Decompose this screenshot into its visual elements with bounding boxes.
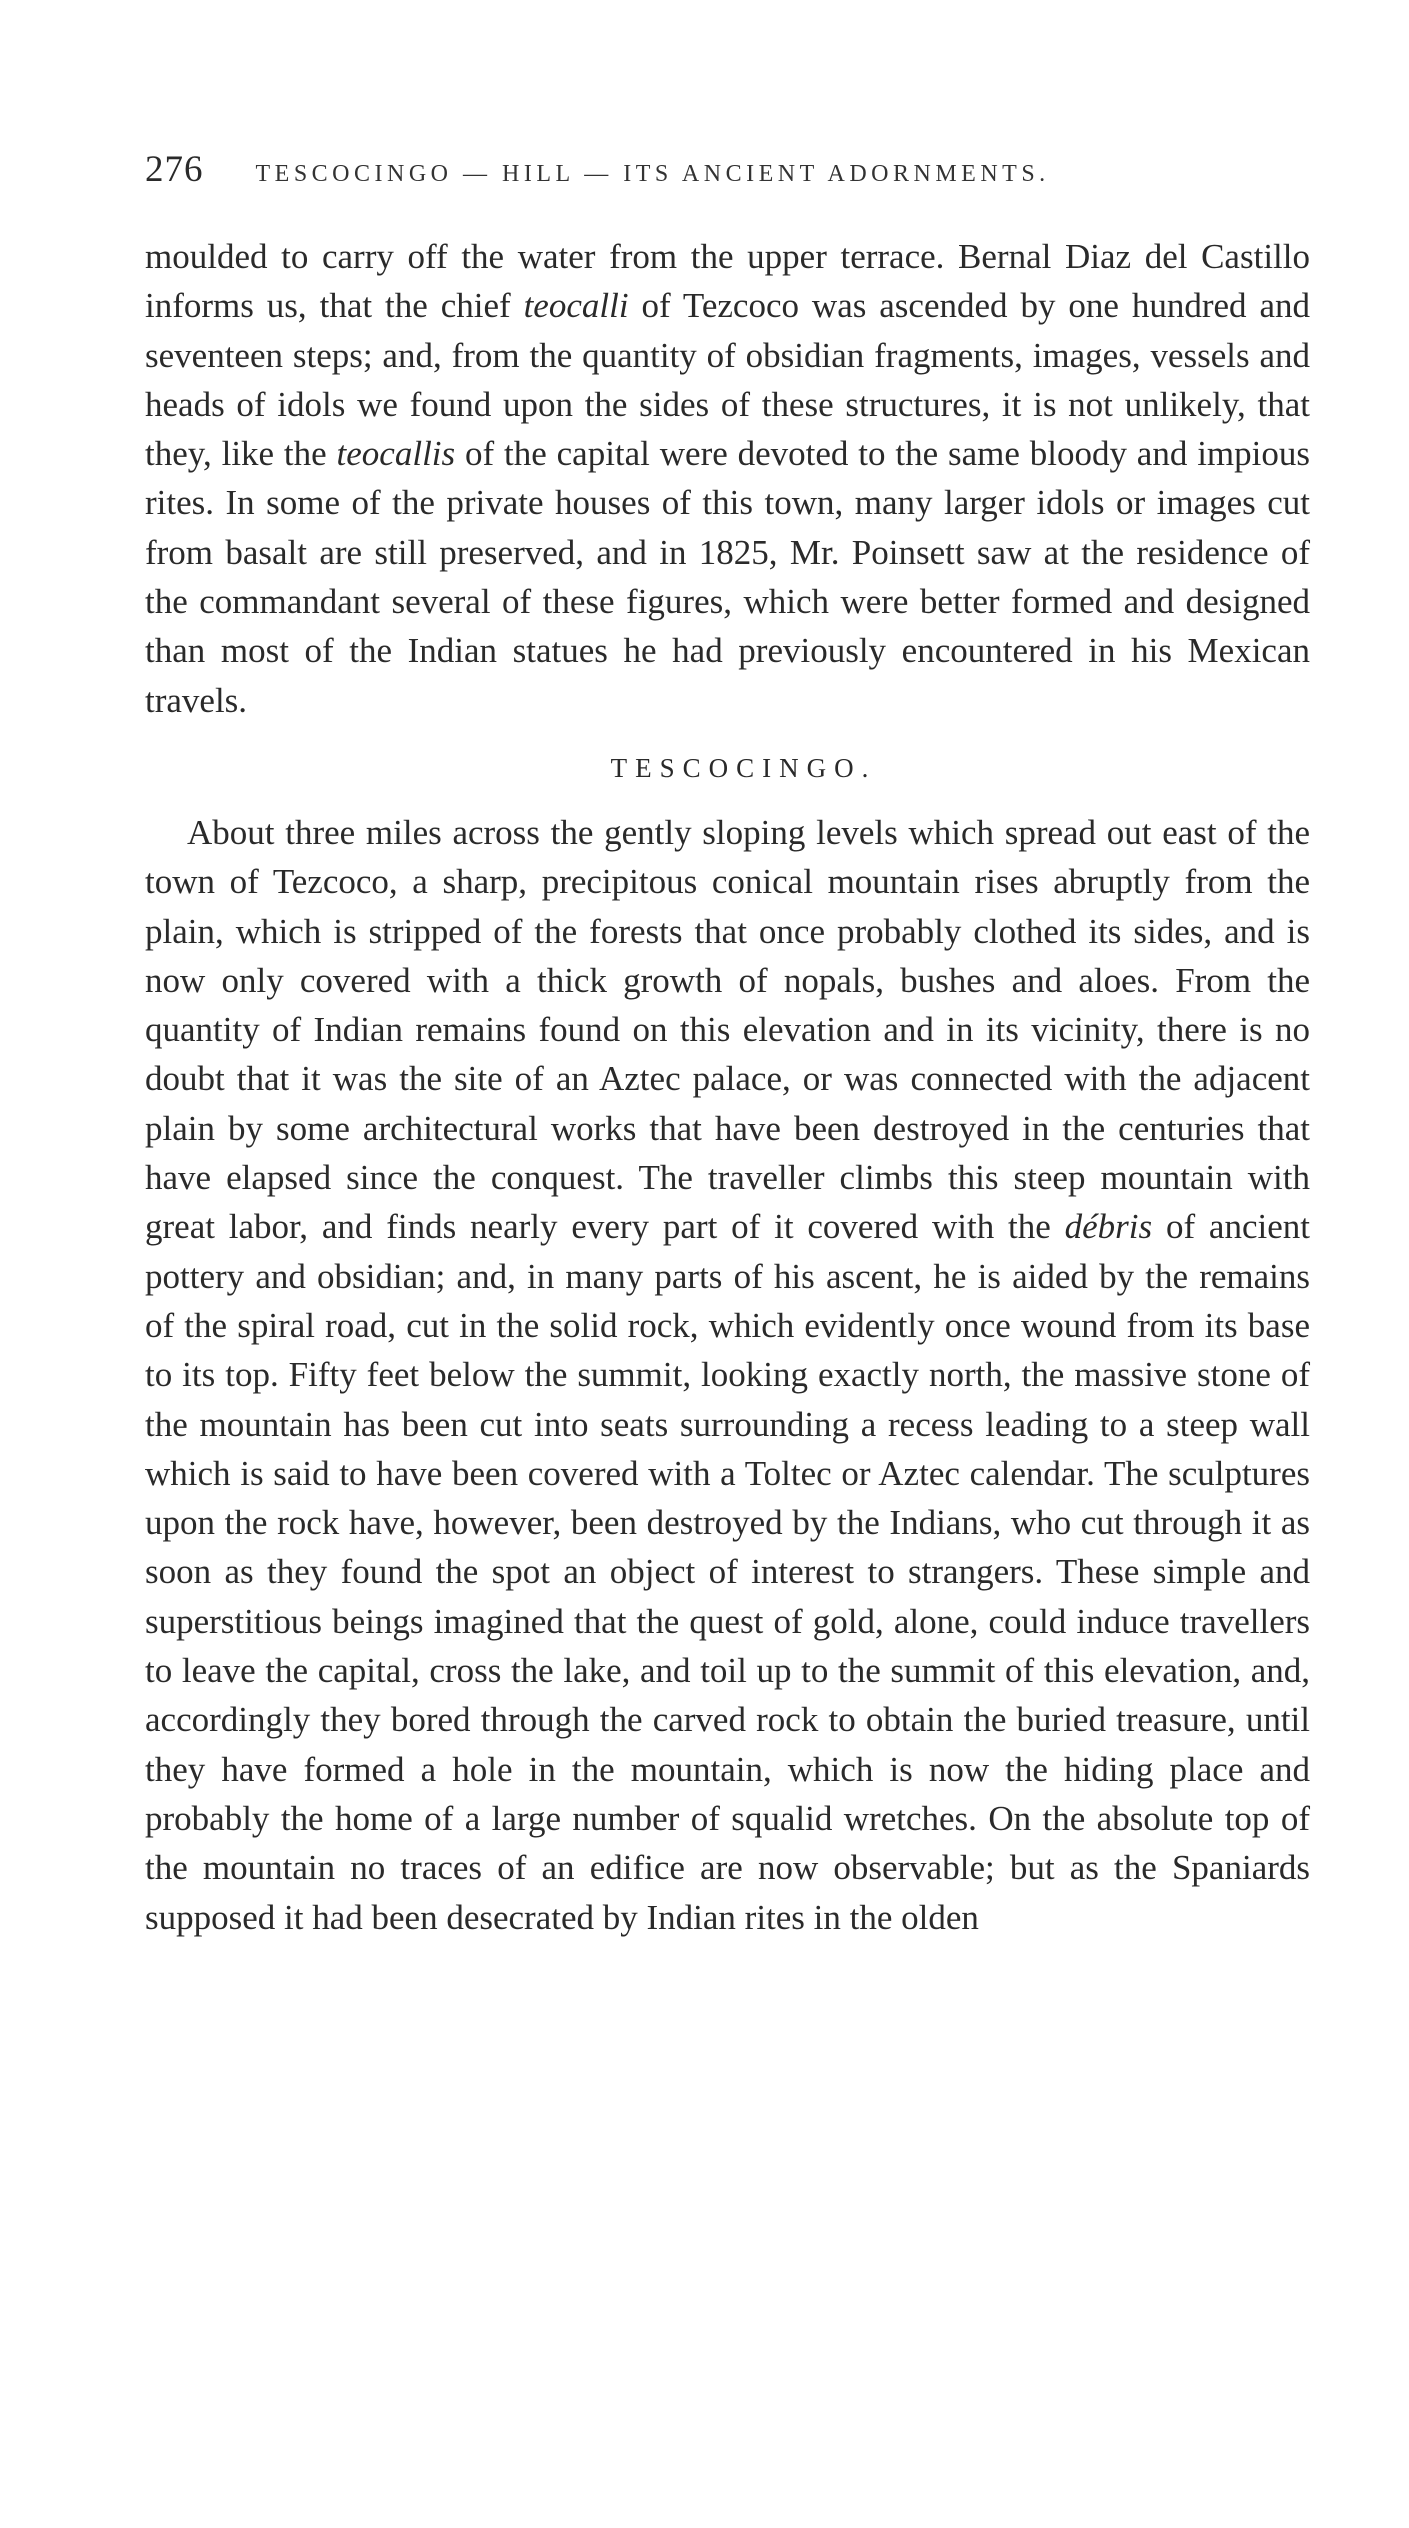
- page-number: 276: [145, 149, 204, 190]
- paragraph-1-text-c: of the capital were devoted to the same bloody and impious rites. In some of the private houses of this town, many larger idols or images cut from basalt are still preserved, and in 1825, Mr. Poinsett saw at the residence of the commandant several of these figures, which were better formed and designed than most of the Indian statues he had previously encountered in his Mexican travels.: [145, 434, 1310, 720]
- italic-term-teocallis: teocallis: [336, 434, 456, 474]
- running-head: [145, 148, 1310, 204]
- paragraph-2: [145, 808, 1310, 1942]
- italic-term-teocalli: teocalli: [523, 286, 629, 326]
- paragraph-2-text-a: About three miles across the gently sloping levels which spread out east of the town of Tezcoco, a sharp, precipitous conical mountain rises abruptly from the plain, which is stripped of the forests that once probably clothed its sides, and is now only covered with a thick growth of nopals, bushes and aloes. From the quantity of Indian remains found on this elevation and in its vicinity, there is no doubt that it was the site of an Aztec palace, or was connected with the adjacent plain by some architectural works that have been destroyed in the centuries that have elapsed since the conquest. The traveller climbs this steep mountain with great labor, and finds nearly every part of it covered with the: [145, 812, 1310, 1247]
- section-heading: TESCOCINGO.: [610, 752, 877, 783]
- paragraph-1: [145, 232, 1310, 725]
- italic-term-debris: débris: [1064, 1207, 1153, 1247]
- paragraph-1-text-b: of Tezcoco was ascended by one hundred and seventeen steps; and, from the quantity of obsidian fragments, images, vessels and heads of idols we found upon the sides of these structures, it is not unlikely, that they, like the: [145, 286, 1310, 474]
- running-title: TESCOCINGO — HILL — ITS ANCIENT ADORNMENTS.: [255, 161, 1050, 187]
- paragraph-1-text-a: moulded to carry off the water from the upper terrace. Bernal Diaz del Castillo informs us, that the chief: [145, 237, 1310, 326]
- book-page: [145, 148, 1310, 1942]
- paragraph-2-text-b: of ancient pottery and obsidian; and, in many parts of his ascent, he is aided by the remains of the spiral road, cut in the solid rock, which evidently once wound from its base to its top. Fifty feet below the summit, looking exactly north, the massive stone of the mountain has been cut into seats surrounding a recess leading to a steep wall which is said to have been covered with a Toltec or Aztec calendar. The sculptures upon the rock have, however, been destroyed by the Indians, who cut through it as soon as they found the spot an object of interest to strangers. These simple and superstitious beings imagined that the quest of gold, alone, could induce travellers to leave the capital, cross the lake, and toil up to the summit of this elevation, and, accordingly they bored through the carved rock to obtain the buried treasure, until they have formed a hole in the mountain, which is now the hiding place and probably the home of a large number of squalid wretches. On the absolute top of the mountain no traces of an edifice are now observable; but as the Spaniards supposed it had been desecrated by Indian rites in the olden: [145, 1207, 1310, 1937]
